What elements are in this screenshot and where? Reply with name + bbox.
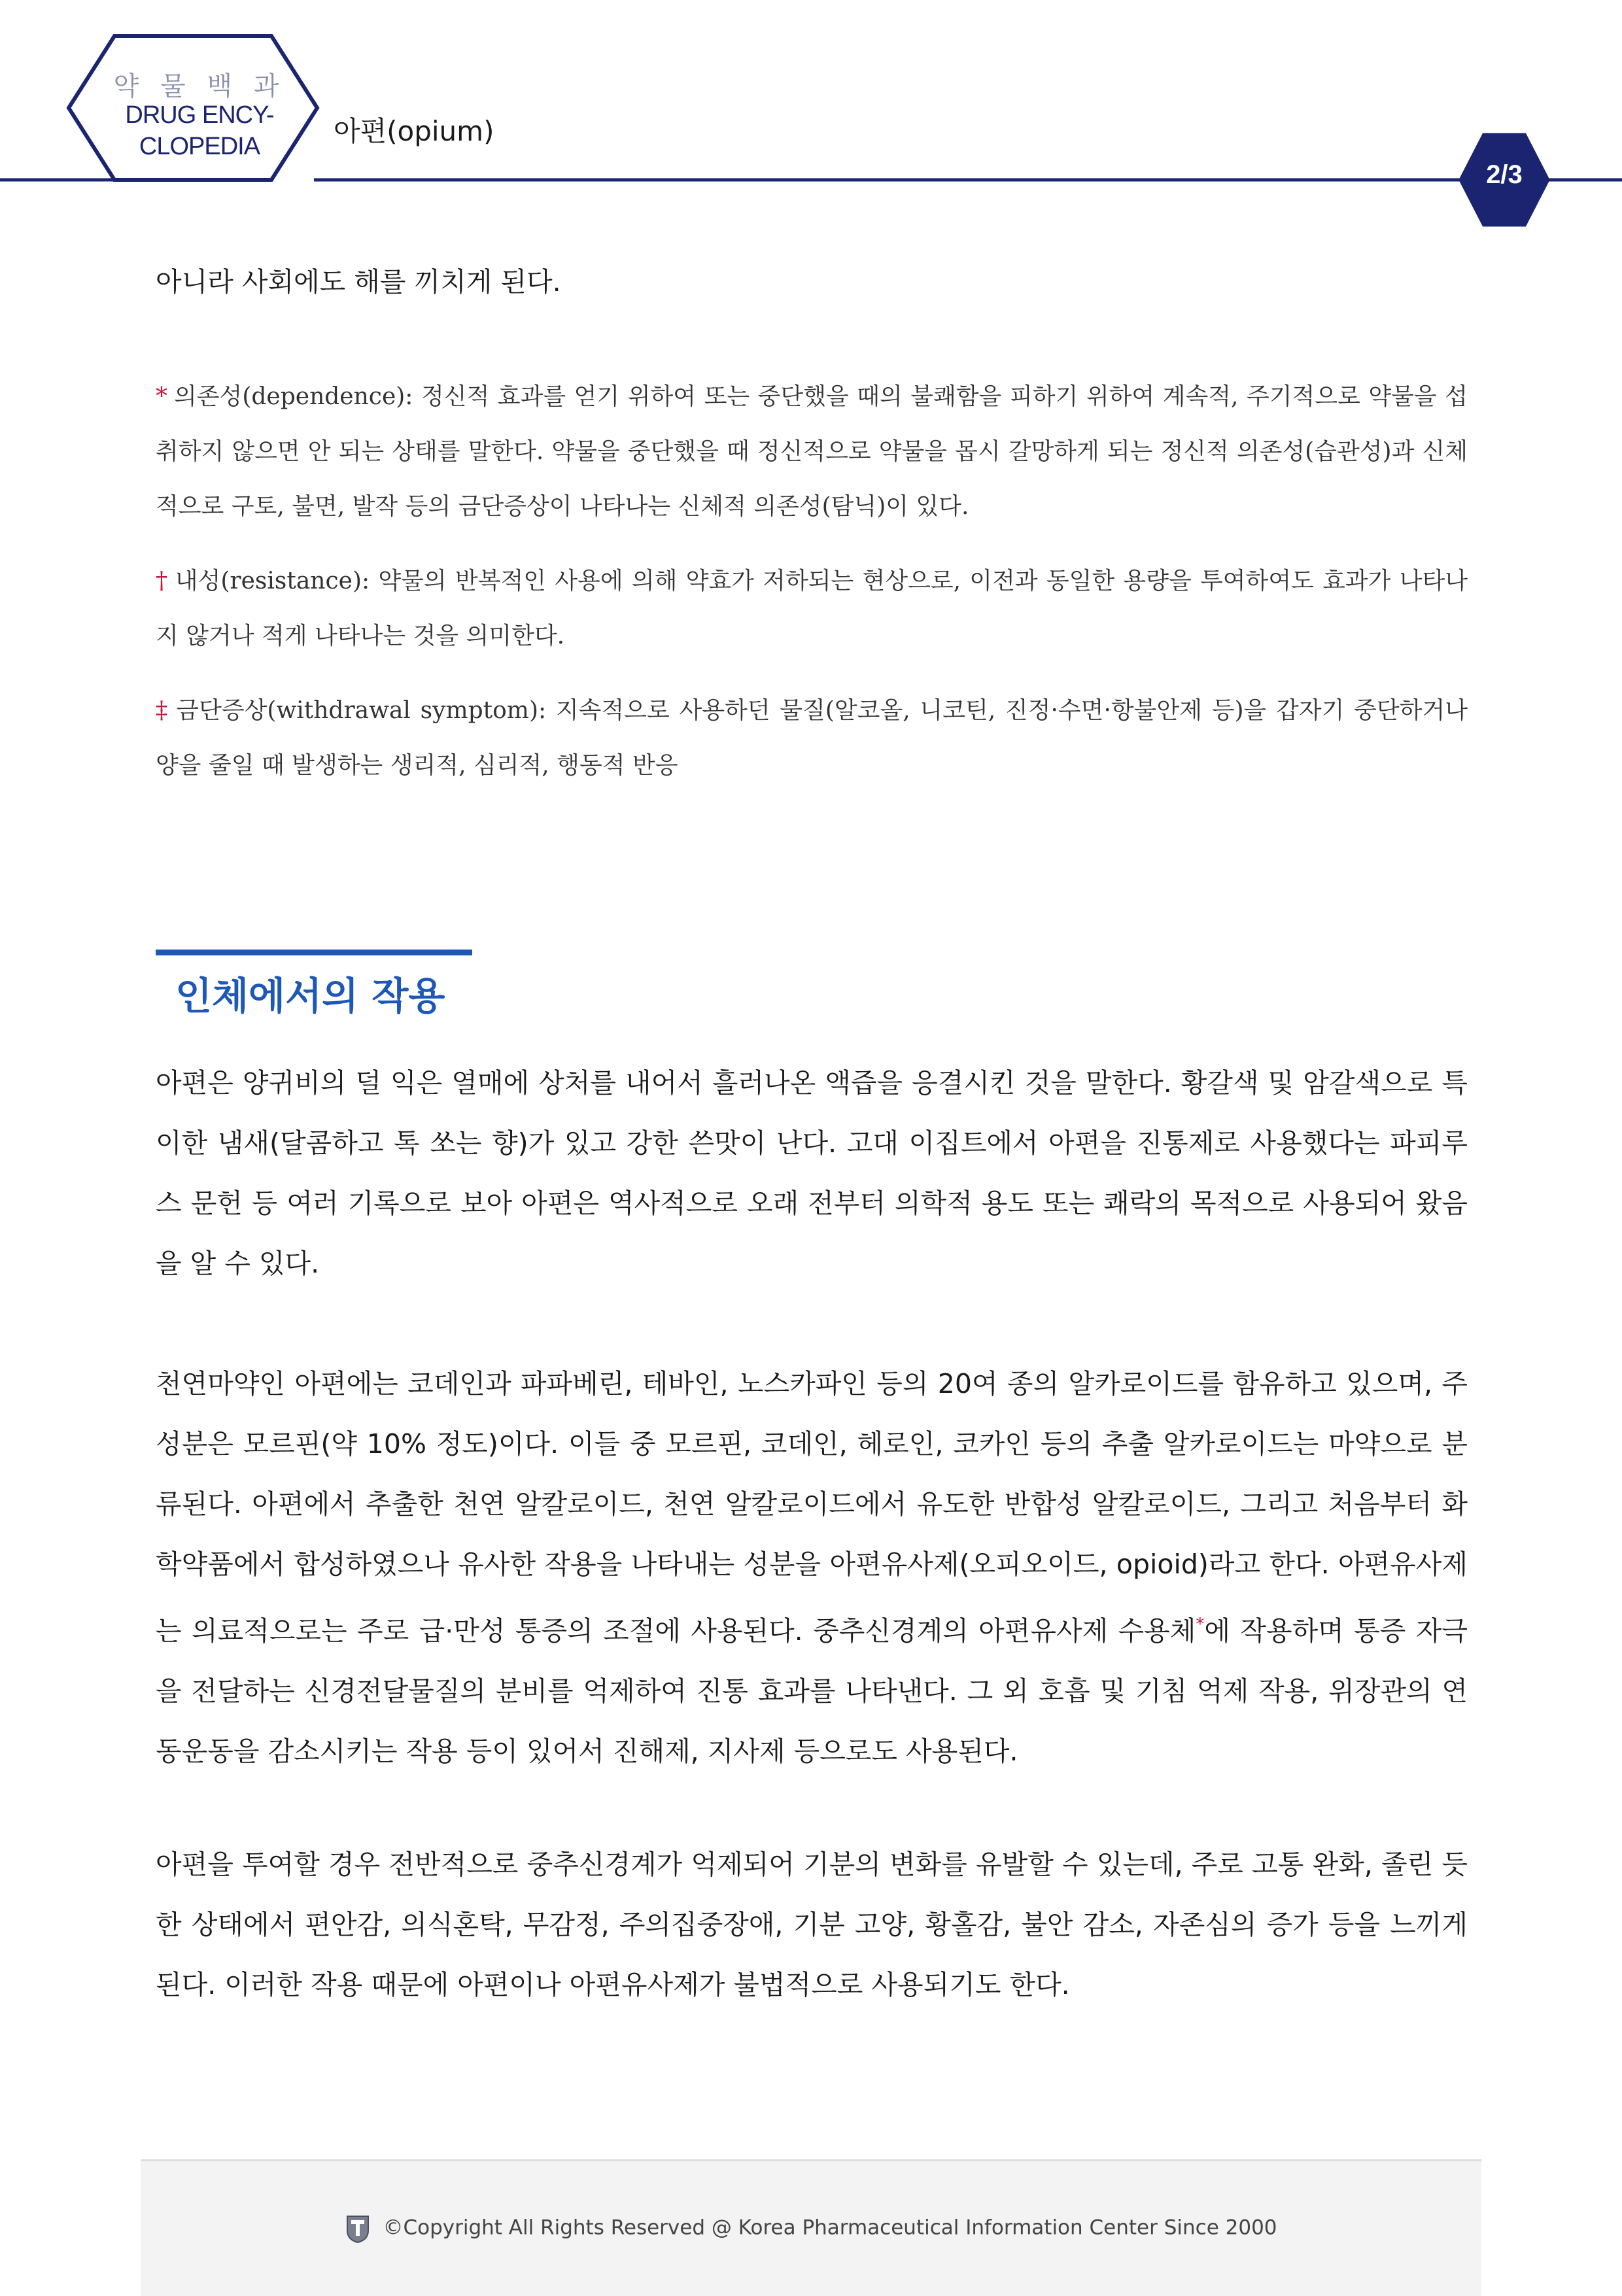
footnote-reference-mark: * (1196, 1615, 1205, 1634)
footnote-withdrawal (156, 683, 1468, 793)
footnote-resistance (156, 554, 1468, 664)
continuation-text: 아니라 사회에도 해를 끼치게 된다. (156, 266, 561, 298)
logo-english-text (111, 99, 288, 162)
footer-copyright-line (141, 2214, 1481, 2244)
paragraph-opium-alkaloids (156, 1354, 1468, 1781)
footnote-text: 금단증상(withdrawal symptom): 지속적으로 사용하던 물질(알코올, 니코틴, 진정·수면·항불안제 등)을 갑자기 중단하거나 양을 줄일 때 발생하는 생리적, 심리적, 행동적 반응 (156, 697, 1468, 779)
footnote-mark: ‡ (156, 697, 170, 724)
page-indicator: 2/3 (1486, 160, 1523, 189)
logo-english-line2: CLOPEDIA (139, 133, 260, 160)
paragraph-opium-origin: 아편은 양귀비의 덜 익은 열매에 상처를 내어서 흘러나온 액즙을 응결시킨 것을 말한다. 황갈색 및 암갈색으로 특이한 냄새(달콤하고 톡 쏘는 향)가 있고 강한 쓴맛이 난다. 고대 이집트에서 아편을 진통제로 사용했다는 파피루스 문헌 등 여러 기록으로 보아 아편은 역사적으로 오래 전부터 의학적 용도 또는 쾌락의 목적으로 사용되어 왔음을 알 수 있다. (156, 1067, 1468, 1279)
footnote-list (156, 369, 1468, 813)
footer (141, 2159, 1481, 2296)
logo-english-line1: DRUG ENCY- (125, 101, 274, 129)
footnote-mark: * (156, 383, 167, 410)
footer-copyright-text: ©Copyright All Rights Reserved @ Korea Pharmaceutical Information Center Since 2000 (383, 2216, 1277, 2240)
footnote-text: 내성(resistance): 약물의 반복적인 사용에 의해 약효가 저하되는 현상으로, 이전과 동일한 용량을 투여하여도 효과가 나타나지 않거나 적게 나타나는 것을 의미한다. (156, 568, 1468, 649)
paragraph-opium-effects: 아편을 투여할 경우 전반적으로 중추신경계가 억제되어 기분의 변화를 유발할 수 있는데, 주로 고통 완화, 졸린 듯한 상태에서 편안감, 의식혼탁, 무감정, 주의집중장애, 기분 고양, 황홀감, 불안 감소, 자존심의 증가 등을 느끼게 된다. 이러한 작용 때문에 아편이나 아편유사제가 불법적으로 사용되기도 한다. (156, 1849, 1468, 2000)
paragraph-text-part1: 천연마약인 아편에는 코데인과 파파베린, 테바인, 노스카파인 등의 20여 종의 알카로이드를 함유하고 있으며, 주성분은 모르핀(약 10% 정도)이다. 이들 중 모르핀, 코데인, 헤로인, 코카인 등의 추출 알카로이드는 마약으로 분류된다. 아편에서 추출한 천연 알칼로이드, 천연 알칼로이드에서 유도한 반합성 알칼로이드, 그리고 처음부터 화학약품에서 합성하였으나 유사한 작용을 나타내는 성분을 아편유사제(오피오이드, opioid)라고 한다. 아편유사제는 의료적으로는 주로 급·만성 통증의 조절에 사용된다. 중추신경계의 아편유사제 수용체 (156, 1368, 1468, 1647)
paragraph-text-part2: 에 작용하며 통증 자극을 전달하는 신경전달물질의 분비를 억제하여 진통 효과를 나타낸다. 그 외 호흡 및 기침 억제 작용, 위장관의 연동운동을 감소시키는 작용 등이 있어서 진해제, 지사제 등으로도 사용된다. (156, 1615, 1468, 1767)
footnote-text: 의존성(dependence): 정신적 효과를 얻기 위하여 또는 중단했을 때의 불쾌함을 피하기 위하여 계속적, 주기적으로 약물을 섭취하지 않으면 안 되는 상태를 말한다. 약물을 중단했을 때 정신적으로 약물을 몹시 갈망하게 되는 정신적 의존성(습관성)과 신체적으로 구토, 불면, 발작 등의 금단증상이 나타나는 신체적 의존성(탐닉)이 있다. (156, 383, 1468, 520)
footnote-dependence (156, 369, 1468, 534)
section-title: 인체에서의 작용 (175, 974, 445, 1018)
footnote-mark: † (156, 568, 169, 594)
kpic-seal-icon (345, 2214, 371, 2244)
section-heading-bar (156, 950, 472, 955)
document-title: 아편(opium) (334, 115, 494, 147)
logo-korean-text: 약 물 백 과 (113, 71, 286, 101)
